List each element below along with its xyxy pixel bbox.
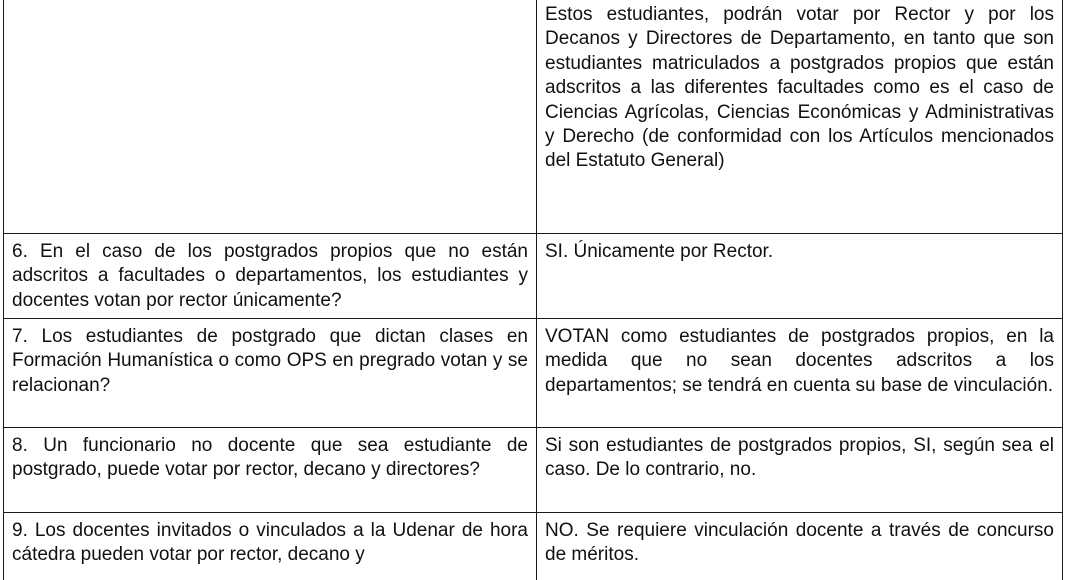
table-row	[4, 513, 1063, 580]
question-cell	[4, 0, 537, 234]
faq-table	[3, 0, 1063, 580]
table-row	[4, 319, 1063, 428]
question-cell: 6. En el caso de los postgrados propios que no están adscritos a facultades o departamentos, los estudiantes y docentes votan por rector únicamente?	[4, 234, 537, 319]
table-row	[4, 0, 1063, 234]
answer-cell: Estos estudiantes, podrán votar por Rector y por los Decanos y Directores de Departamento, en tanto que son estudiantes matriculados a postgrados propios que están adscritos a las diferentes facultades como es el caso de Ciencias Agrícolas, Ciencias Económicas y Administrativas y Derecho (de conformidad con los Artículos mencionados del Estatuto General)	[537, 0, 1063, 234]
table-row	[4, 234, 1063, 319]
question-cell: 7. Los estudiantes de postgrado que dictan clases en Formación Humanística o como OPS en pregrado votan y se relacionan?	[4, 319, 537, 428]
answer-cell: Si son estudiantes de postgrados propios, SI, según sea el caso. De lo contrario, no.	[537, 428, 1063, 513]
answer-cell: NO. Se requiere vinculación docente a través de concurso de méritos.	[537, 513, 1063, 580]
question-cell: 8. Un funcionario no docente que sea estudiante de postgrado, puede votar por rector, decano y directores?	[4, 428, 537, 513]
answer-cell: SI. Únicamente por Rector.	[537, 234, 1063, 319]
table-row	[4, 428, 1063, 513]
question-cell: 9. Los docentes invitados o vinculados a la Udenar de hora cátedra pueden votar por rector, decano y	[4, 513, 537, 580]
answer-cell: VOTAN como estudiantes de postgrados propios, en la medida que no sean docentes adscritos a los departamentos; se tendrá en cuenta su base de vinculación.	[537, 319, 1063, 428]
